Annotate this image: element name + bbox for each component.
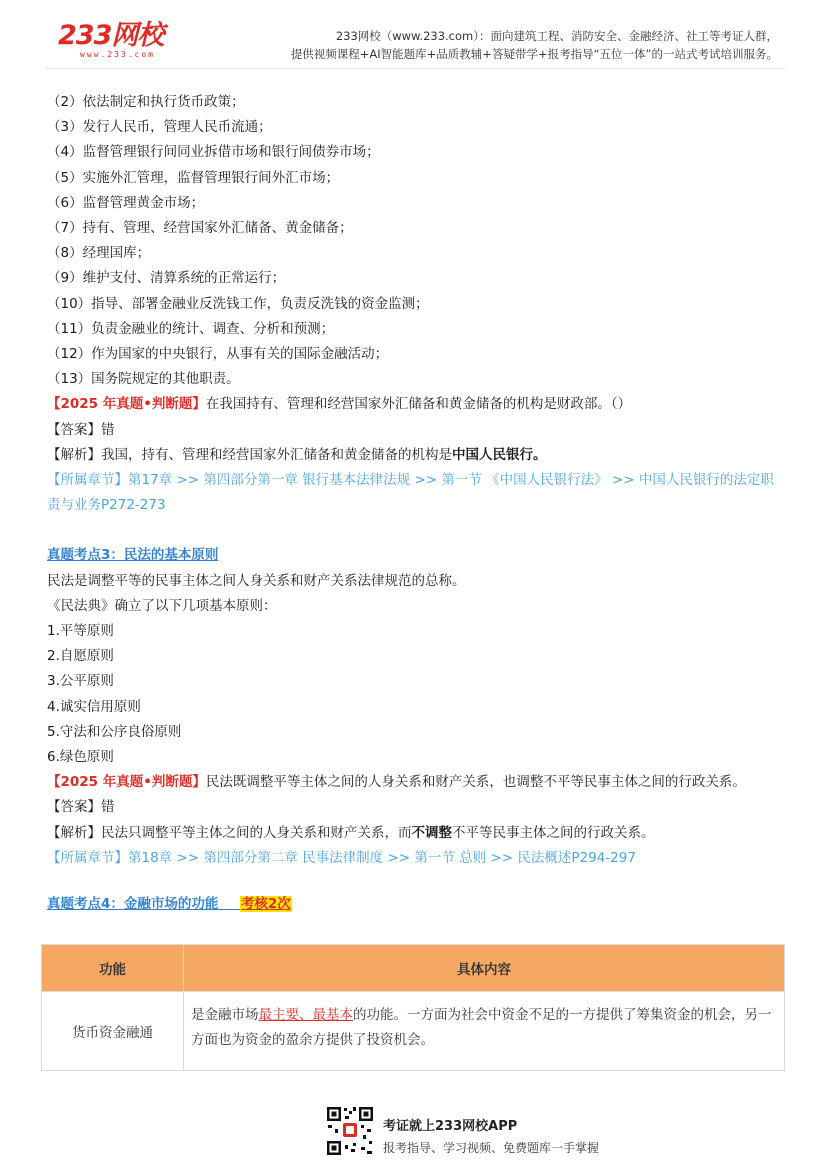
list-item: （5）实施外汇管理，监督管理银行间外汇市场； xyxy=(47,169,340,186)
list-item: 1.平等原则 xyxy=(47,623,114,640)
question-text: 在我国持有、管理和经营国家外汇储备和黄金储备的机构是财政部。（） xyxy=(205,396,632,413)
section-intro: 《民法典》确立了以下几项基本原则： xyxy=(47,597,277,614)
analysis-text: 【解析】民法只调整平等主体之间的人身关系和财产关系，而 xyxy=(47,824,412,841)
table-row xyxy=(42,992,785,1071)
list-item: （8）经理国库； xyxy=(47,245,151,262)
list-item: （7）持有、管理、经营国家外汇储备、黄金储备； xyxy=(47,220,353,237)
analysis-key-term: 中国人民银行。 xyxy=(452,446,547,463)
page-header xyxy=(0,0,830,70)
list-item: （11）负责金融业的统计、调查、分析和预测； xyxy=(47,320,335,337)
analysis-text: 不平等民事主体之间的行政关系。 xyxy=(452,824,655,841)
analysis-1 xyxy=(47,443,785,468)
question-tag: 【2025 年真题•判断题】 xyxy=(47,396,206,413)
table-header: 具体内容 xyxy=(184,945,785,992)
document-body xyxy=(47,90,785,917)
list-item: （9）维护支付、清算系统的正常运行； xyxy=(47,270,286,287)
answer-2: 【答案】错 xyxy=(47,799,115,816)
list-item: （13）国务院规定的其他职责。 xyxy=(47,371,240,388)
table-cell-content xyxy=(184,992,785,1071)
principles-list xyxy=(47,619,785,770)
question-tag: 【2025 年真题•判断题】 xyxy=(47,774,206,791)
list-item: （6）监督管理黄金市场； xyxy=(47,194,205,211)
section-intro: 民法是调整平等的民事主体之间人身关系和财产关系法律规范的总称。 xyxy=(47,572,466,589)
logo-url: www.233.com xyxy=(80,50,155,59)
section-4-heading xyxy=(47,892,785,917)
analysis-2 xyxy=(47,821,785,846)
chapter-link-2[interactable]: 【所属章节】第18章 >> 第四部分第二章 民事法律制度 >> 第一节 总则 >> 民法概述P294-297 xyxy=(47,849,636,866)
question-1 xyxy=(47,392,785,417)
cell-text: 是金融市场 xyxy=(191,1007,259,1023)
cell-text: 的功能。一方面为社会中资金不足的一方提供了筹集资金的机会，另一方面也为资金的盈余方提供了投资机会。 xyxy=(191,1007,772,1048)
section-title-3: 真题考点3：民法的基本原则 xyxy=(47,547,219,564)
list-item: （4）监督管理银行间同业拆借市场和银行间债券市场； xyxy=(47,144,380,161)
logo-text: 233网校 xyxy=(58,20,164,51)
table-header: 功能 xyxy=(42,945,184,992)
section-title-4: 真题考点4：金融市场的功能 xyxy=(47,896,219,913)
analysis-key-term: 不调整 xyxy=(411,824,452,841)
chapter-link-1[interactable]: 【所属章节】第17章 >> 第四部分第一章 银行基本法律法规 >> 第一节 《中国人民银行法》 >> 中国人民银行的法定职责与业务P272-273 xyxy=(47,472,774,514)
function-table xyxy=(41,944,785,1071)
answer-1: 【答案】错 xyxy=(47,421,115,438)
list-item: 4.诚实信用原则 xyxy=(47,698,141,715)
header-divider xyxy=(45,68,785,69)
cell-highlight: 最主要、最基本 xyxy=(258,1007,353,1023)
list-item: （3）发行人民币，管理人民币流通； xyxy=(47,119,272,136)
table-cell-function: 货币资金融通 xyxy=(42,992,184,1071)
list-item: 6.绿色原则 xyxy=(47,749,114,766)
question-2 xyxy=(47,770,785,795)
logo xyxy=(58,22,163,60)
qr-code-icon xyxy=(325,1105,375,1157)
table-header-row xyxy=(42,945,785,992)
header-line-2: 提供视频课程+AI智能题库+品质教辅+答疑带学+报考指导“五位一体”的一站式考试培训服务。 xyxy=(290,47,778,61)
footer-subtitle: 报考指导、学习视频、免费题库一手掌握 xyxy=(383,1141,600,1155)
header-line-1: 233网校（www.233.com）：面向建筑工程、消防安全、金融经济、社工等考证人群， xyxy=(335,29,778,43)
analysis-text: 【解析】我国，持有、管理和经营国家外汇储备和黄金储备的机构是 xyxy=(47,446,452,463)
list-item: 3.公平原则 xyxy=(47,673,114,690)
page-footer xyxy=(325,1105,665,1160)
header-description xyxy=(291,27,778,63)
list-item: （12）作为国家的中央银行，从事有关的国际金融活动； xyxy=(47,346,389,363)
list-item: （10）指导、部署金融业反洗钱工作，负责反洗钱的资金监测； xyxy=(47,295,429,312)
list-item: 5.守法和公序良俗原则 xyxy=(47,723,182,740)
list-item: （2）依法制定和执行货币政策； xyxy=(47,94,245,110)
exam-count-badge: 考核2次 xyxy=(240,896,291,913)
list-item: 2.自愿原则 xyxy=(47,648,114,665)
question-text: 民法既调整平等主体之间的人身关系和财产关系，也调整不平等民事主体之间的行政关系。 xyxy=(205,774,746,791)
footer-title: 考证就上233网校APP xyxy=(383,1119,518,1134)
duties-list xyxy=(47,90,785,392)
